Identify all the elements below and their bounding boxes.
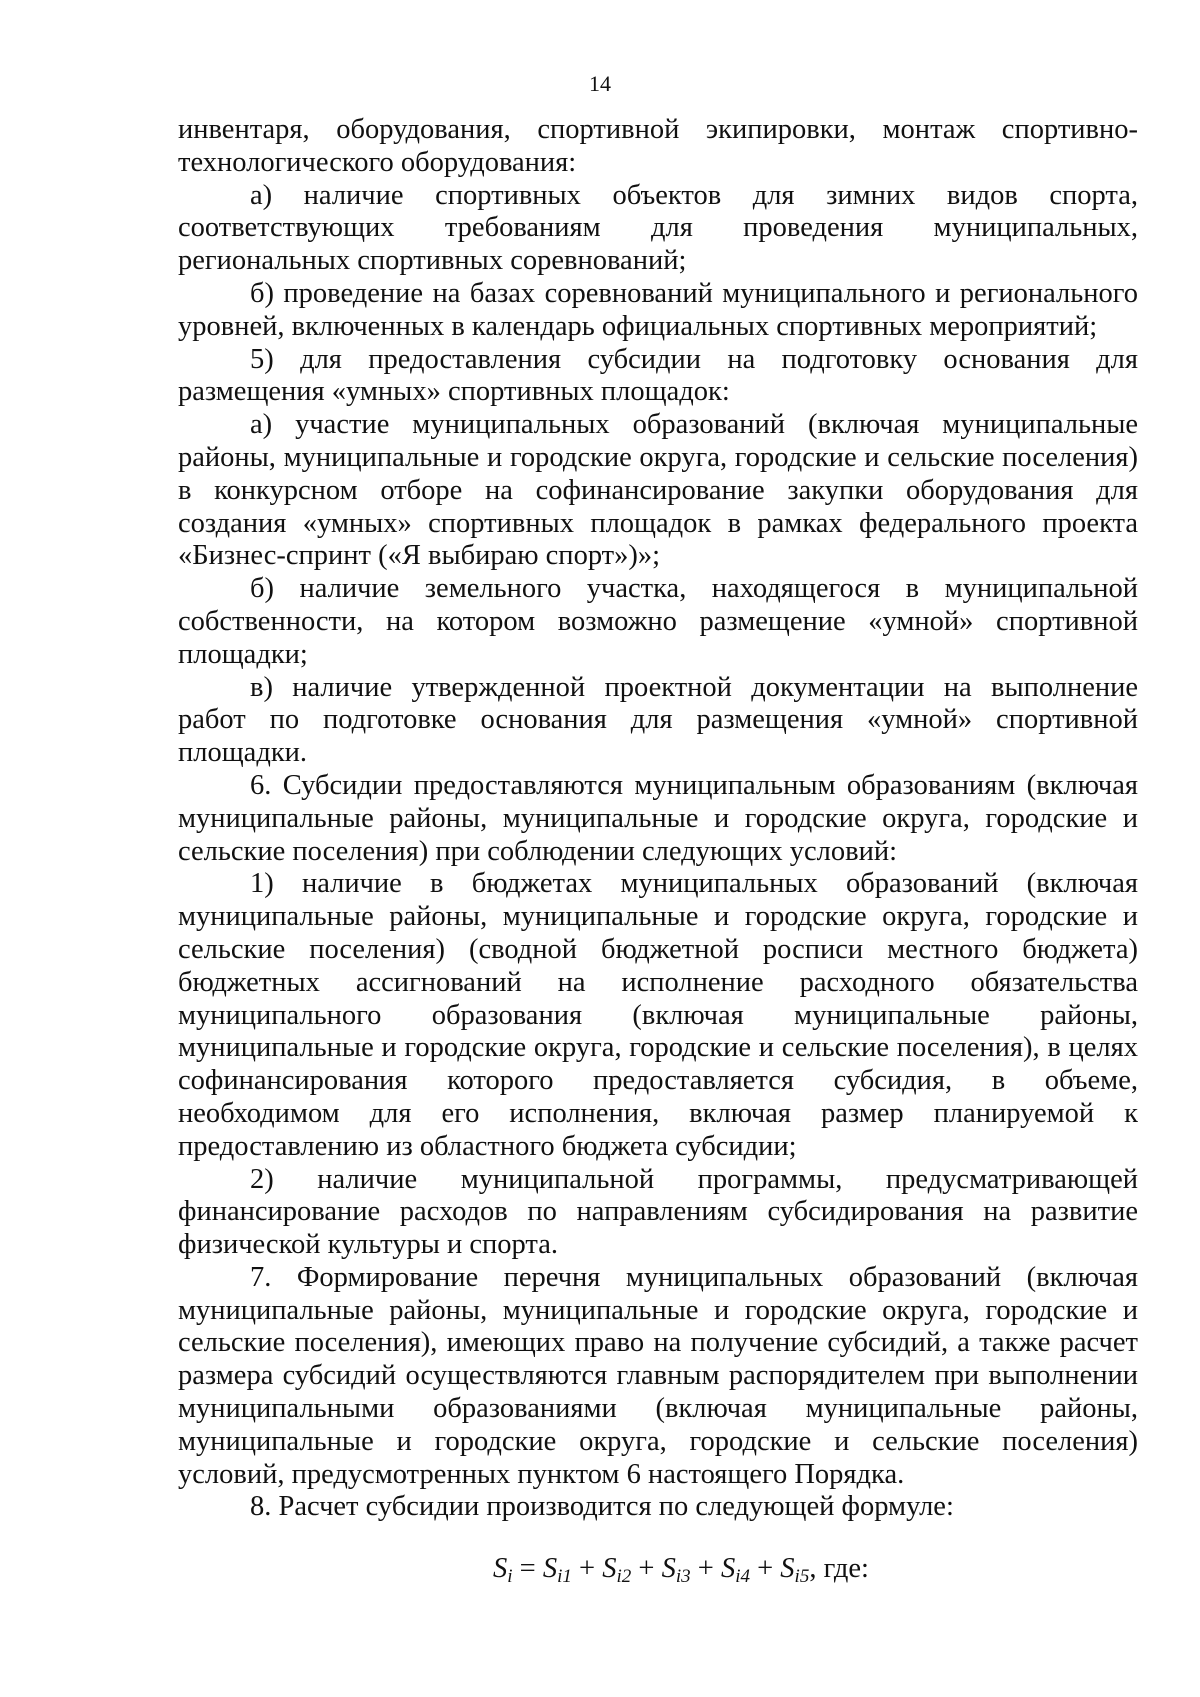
formula-term-2-sub: i2: [616, 1566, 632, 1588]
formula-term-1-sub: i1: [557, 1566, 572, 1588]
paragraph-11: 7. Формирование перечня муниципальных образований (включая муниципальные районы, муниципальные и городские округа, городские и сельские поселения), имеющих право на получение субсидий, а также расчет размера субсидий осуществляются главным распорядителем при выполнении муниципальными образованиями (включая муниципальные районы, муниципальные и городские округа, городские и сельские поселения) условий, предусмотренных пунктом 6 настоящего Порядка.: [178, 1261, 1138, 1490]
formula-term-2-var: S: [602, 1553, 617, 1585]
paragraph-1: инвентаря, оборудования, спортивной экипировки, монтаж спортивно-технологического оборудования:: [178, 114, 1138, 178]
formula-lhs-var: S: [493, 1553, 508, 1585]
paragraph-8: 6. Субсидии предоставляются муниципальным образованиям (включая муниципальные районы, муниципальные и городские округа, городские и сельские поселения) при соблюдении следующих условий:: [178, 769, 1138, 867]
formula-plus-3: +: [690, 1553, 721, 1585]
formula-lhs-sub: i: [507, 1566, 513, 1588]
paragraph-7: в) наличие утвержденной проектной документации на выполнение работ по подготовке основания для размещения «умной» спортивной площадки.: [178, 671, 1138, 769]
formula-term-4-sub: i4: [735, 1566, 750, 1588]
formula-plus-4: +: [749, 1553, 781, 1585]
paragraph-10: 2) наличие муниципальной программы, предусматривающей финансирование расходов по направлениям субсидирования на развитие физической культуры и спорта.: [178, 1163, 1138, 1261]
paragraph-6: б) наличие земельного участка, находящегося в муниципальной собственности, на котором возможно размещение «умной» спортивной площадки;: [178, 573, 1138, 670]
formula-term-5-var: S: [780, 1553, 795, 1585]
formula-term-3-sub: i3: [675, 1566, 691, 1588]
paragraph-5: а) участие муниципальных образований (включая муниципальные районы, муниципальные и городские округа, городские и сельские поселения) в конкурсном отборе на софинансирование закупки оборудования для создания «умных» спортивных площадок в рамках федерального проекта «Бизнес-спринт («Я выбираю спорт»)»;: [178, 409, 1138, 572]
formula-plus-1: +: [571, 1553, 603, 1585]
paragraph-3: б) проведение на базах соревнований муниципального и регионального уровней, включенных в календарь официальных спортивных мероприятий;: [178, 277, 1138, 342]
paragraph-2: а) наличие спортивных объектов для зимних видов спорта, соответствующих требованиям для проведения муниципальных, региональных спортивных соревнований;: [178, 179, 1138, 277]
formula-plus-2: +: [631, 1553, 662, 1585]
document-body: [178, 114, 1138, 1586]
formula-term-5-sub: i5: [794, 1566, 810, 1588]
formula-suffix: , где:: [809, 1553, 869, 1585]
page-number: 14: [589, 71, 611, 96]
formula-term-4-var: S: [720, 1553, 736, 1585]
paragraph-9: 1) наличие в бюджетах муниципальных образований (включая муниципальные районы, муниципальные и городские округа, городские и сельские поселения) (сводной бюджетной росписи местного бюджета) бюджетных ассигнований на исполнение расходного обязательства муниципального образования (включая муниципальные районы, муниципальные и городские округа, городские и сельские поселения), в целях софинансирования которого предоставляется субсидия, в объеме, необходимом для его исполнения, включая размер планируемой к предоставлению из областного бюджета субсидии;: [178, 868, 1138, 1162]
paragraph-12: 8. Расчет субсидии производится по следующей формуле:: [250, 1491, 954, 1523]
formula-term-1-var: S: [542, 1553, 558, 1585]
formula-term-3-var: S: [661, 1553, 676, 1585]
formula-equals: =: [512, 1553, 543, 1585]
paragraph-4: 5) для предоставления субсидии на подготовку основания для размещения «умных» спортивных площадок:: [178, 343, 1138, 408]
subsidy-formula: [178, 1552, 1138, 1586]
